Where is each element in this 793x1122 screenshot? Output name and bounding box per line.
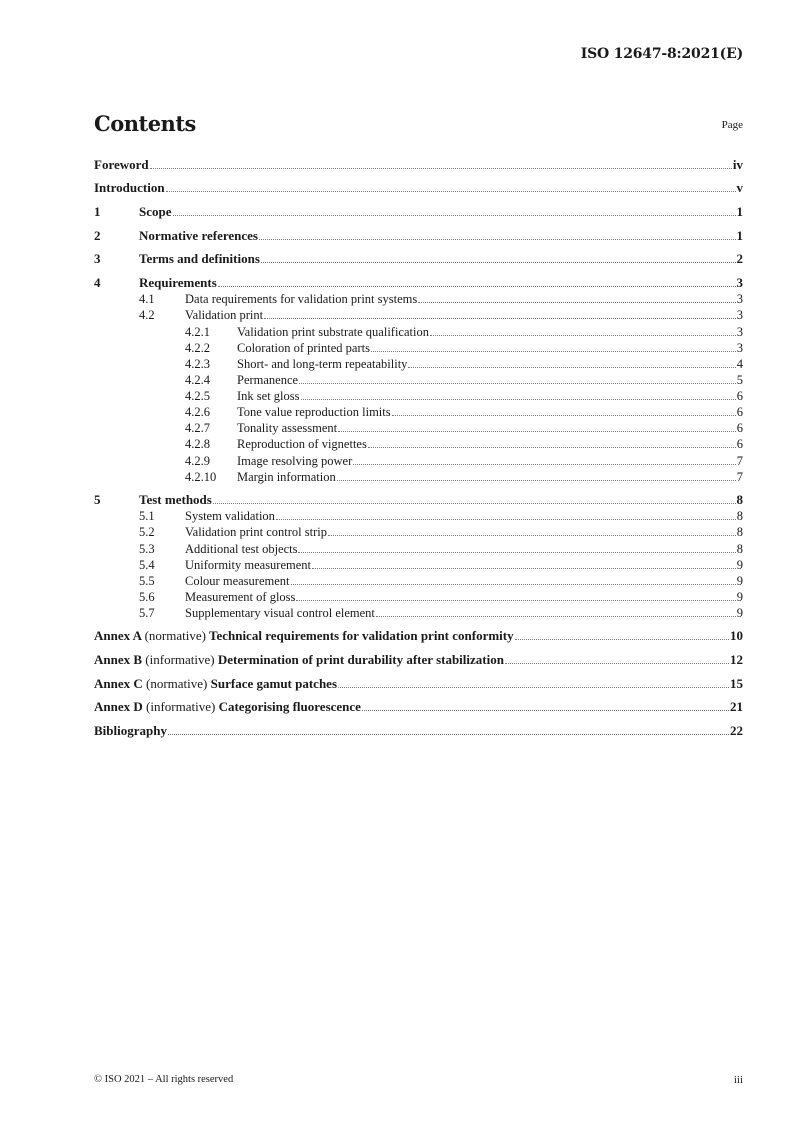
toc-entry-number: 4.2.4	[185, 373, 210, 387]
annex-title-group[interactable]	[94, 652, 504, 668]
toc-entry-title[interactable]: Ink set gloss	[237, 389, 300, 403]
toc-entry[interactable]	[94, 180, 743, 196]
dot-leader	[298, 551, 735, 553]
toc-entry-page: 21	[730, 699, 743, 714]
toc-entry-number: 5.1	[139, 509, 155, 523]
toc-entry-title[interactable]: Supplementary visual control element	[185, 606, 375, 620]
toc-entry-number: 5.4	[139, 558, 155, 572]
annex-label: Annex C	[94, 676, 143, 691]
toc-entry-page: 9	[736, 574, 743, 588]
dot-leader	[505, 662, 729, 664]
page-column-label: Page	[721, 119, 743, 131]
dot-leader	[430, 334, 736, 336]
dot-leader	[353, 463, 736, 465]
toc-entry-number: 5.3	[139, 542, 155, 556]
toc-entry[interactable]	[94, 388, 743, 404]
dot-leader	[150, 167, 732, 169]
toc-entry-page: 12	[730, 652, 743, 667]
toc-entry-title[interactable]: Bibliography	[94, 723, 167, 738]
toc-entry-title[interactable]: Colour measurement	[185, 574, 290, 588]
toc-entry-page: 1	[736, 228, 743, 243]
toc-entry-page: 6	[736, 405, 743, 419]
dot-leader	[337, 479, 736, 481]
toc-entry-title[interactable]: Scope	[139, 204, 172, 219]
toc-entry-title[interactable]: Validation print	[185, 308, 264, 322]
toc-entry[interactable]	[94, 307, 743, 323]
toc-entry-title[interactable]: Uniformity measurement	[185, 558, 312, 572]
toc-entry[interactable]	[94, 589, 743, 605]
toc-entry[interactable]	[94, 251, 743, 267]
toc-entry[interactable]	[94, 573, 743, 589]
toc-entry-title[interactable]: Requirements	[139, 275, 217, 290]
toc-entry[interactable]	[94, 204, 743, 220]
toc-annex-entry[interactable]	[94, 628, 743, 644]
toc-entry-title[interactable]: Image resolving power	[237, 454, 353, 468]
toc-entry-number: 4.2.6	[185, 405, 210, 419]
toc-entry-number: 1	[94, 204, 101, 219]
toc-entry-title[interactable]: Introduction	[94, 180, 165, 195]
annex-kind: (informative)	[146, 699, 216, 714]
annex-label: Annex A	[94, 628, 142, 643]
toc-entry-page: 22	[730, 723, 743, 738]
toc-entry[interactable]	[94, 453, 743, 469]
dot-leader	[299, 382, 736, 384]
toc-entry-title[interactable]: Tone value reproduction limits	[237, 405, 391, 419]
toc-entry-page: iv	[732, 157, 743, 172]
toc-entry-number: 4.2.3	[185, 357, 210, 371]
annex-title-group[interactable]	[94, 628, 514, 644]
toc-annex-entry[interactable]	[94, 652, 743, 668]
contents-title: Contents	[94, 111, 196, 136]
dot-leader	[291, 583, 736, 585]
dot-leader	[368, 446, 736, 448]
toc-entry-page: 6	[736, 389, 743, 403]
dot-leader	[218, 285, 736, 287]
toc-entry-number: 5	[94, 492, 101, 507]
toc-entry-title[interactable]: Terms and definitions	[139, 251, 260, 266]
toc-entry[interactable]	[94, 228, 743, 244]
toc-entry-number: 4.2.1	[185, 325, 210, 339]
dot-leader	[338, 686, 729, 688]
toc-entry-page: 1	[736, 204, 743, 219]
annex-title: Surface gamut patches	[210, 676, 338, 691]
toc-entry[interactable]	[94, 508, 743, 524]
toc-entry-number: 5.6	[139, 590, 155, 604]
dot-leader	[276, 518, 736, 520]
toc-entry-page: 7	[736, 470, 743, 484]
toc-entry-number: 4.1	[139, 292, 155, 306]
toc-annex-entry[interactable]	[94, 676, 743, 692]
toc-entry[interactable]	[94, 605, 743, 621]
copyright-footer: © ISO 2021 – All rights reserved	[94, 1074, 234, 1085]
toc-entry-page: 9	[736, 606, 743, 620]
toc-annex-entry[interactable]	[94, 699, 743, 715]
page-number: iii	[733, 1074, 743, 1086]
toc-entry-page: 9	[736, 558, 743, 572]
toc-entry[interactable]	[94, 340, 743, 356]
toc-entry-page: 6	[736, 421, 743, 435]
annex-title: Categorising fluorescence	[218, 699, 361, 714]
annex-title-group[interactable]	[94, 699, 361, 715]
toc-entry-number: 4.2	[139, 308, 155, 322]
toc-entry-number: 5.5	[139, 574, 155, 588]
toc-entry-number: 4.2.2	[185, 341, 210, 355]
toc-entry-title[interactable]: Data requirements for validation print systems	[185, 292, 418, 306]
toc-entry-title[interactable]: Permanence	[237, 373, 299, 387]
toc-entry-title[interactable]: Short- and long-term repeatability	[237, 357, 408, 371]
dot-leader	[264, 317, 736, 319]
toc-entry-title[interactable]: Test methods	[139, 492, 212, 507]
toc-entry[interactable]	[94, 524, 743, 540]
dot-leader	[296, 599, 735, 601]
dot-leader	[392, 414, 736, 416]
annex-title: Technical requirements for validation print conformity	[208, 628, 514, 643]
dot-leader	[371, 350, 736, 352]
annex-title: Determination of print durability after stabilization	[217, 652, 504, 667]
dot-leader	[515, 638, 729, 640]
toc-entry[interactable]	[94, 557, 743, 573]
toc-entry-page: 5	[736, 373, 743, 387]
toc-entry-number: 4.2.9	[185, 454, 210, 468]
annex-label: Annex B	[94, 652, 143, 667]
toc-entry[interactable]	[94, 324, 743, 340]
toc-entry-page: 6	[736, 437, 743, 451]
toc-entry-page: 15	[730, 676, 743, 691]
toc-entry-title[interactable]: Foreword	[94, 157, 149, 172]
dot-leader	[376, 615, 736, 617]
toc-entry[interactable]	[94, 291, 743, 307]
toc-entry-page: 3	[736, 292, 743, 306]
toc-entry[interactable]	[94, 541, 743, 557]
toc-bibliography-entry[interactable]	[94, 723, 743, 739]
annex-kind: (normative)	[144, 628, 206, 643]
toc-entry[interactable]	[94, 372, 743, 388]
toc-entry-number: 4.2.8	[185, 437, 210, 451]
toc-entry-number: 2	[94, 228, 101, 243]
toc-entry-title[interactable]: System validation	[185, 509, 275, 523]
toc-entry-page: v	[736, 180, 743, 195]
toc-entry-title[interactable]: Normative references	[139, 228, 258, 243]
toc-entry-page: 10	[730, 628, 743, 643]
toc-entry-number: 4.2.5	[185, 389, 210, 403]
toc-entry-page: 3	[736, 275, 743, 290]
toc-entry-page: 3	[736, 308, 743, 322]
toc-entry-number: 5.7	[139, 606, 155, 620]
toc-entry-title[interactable]: Validation print substrate qualification	[237, 325, 429, 339]
toc-entry-number: 4.2.7	[185, 421, 210, 435]
toc-entry-title[interactable]: Measurement of gloss	[185, 590, 296, 604]
toc-entry-page: 4	[736, 357, 743, 371]
toc-entry-title[interactable]: Margin information	[237, 470, 336, 484]
dot-leader	[213, 502, 736, 504]
toc-entry-page: 8	[736, 525, 743, 539]
toc-entry[interactable]	[94, 157, 743, 173]
dot-leader	[408, 366, 735, 368]
toc-entry[interactable]	[94, 436, 743, 452]
annex-title-group[interactable]	[94, 676, 337, 692]
toc-entry-page: 8	[736, 492, 743, 507]
toc-entry-number: 4.2.10	[185, 470, 217, 484]
toc-entry-title[interactable]: Additional test objects	[185, 542, 298, 556]
toc-entry-title[interactable]: Validation print control strip	[185, 525, 327, 539]
document-id-header: ISO 12647-8:2021(E)	[580, 46, 743, 62]
dot-leader	[418, 301, 736, 303]
toc-entry-page: 3	[736, 325, 743, 339]
toc-entry-title[interactable]: Tonality assessment	[237, 421, 338, 435]
toc-entry-page: 2	[736, 251, 743, 266]
dot-leader	[301, 398, 736, 400]
dot-leader	[338, 430, 736, 432]
toc-entry-number: 3	[94, 251, 101, 266]
toc-entry-number: 4	[94, 275, 101, 290]
annex-kind: (normative)	[146, 676, 208, 691]
toc-entry[interactable]	[94, 356, 743, 372]
toc-entry-page: 3	[736, 341, 743, 355]
toc-entry[interactable]	[94, 492, 743, 508]
toc-entry-page: 9	[736, 590, 743, 604]
toc-entry-page: 8	[736, 542, 743, 556]
toc-entry-number: 5.2	[139, 525, 155, 539]
dot-leader	[259, 238, 736, 240]
toc-entry-title[interactable]: Reproduction of vignettes	[237, 437, 367, 451]
dot-leader	[312, 567, 736, 569]
toc-entry-page: 7	[736, 454, 743, 468]
toc-entry[interactable]	[94, 469, 743, 485]
annex-label: Annex D	[94, 699, 143, 714]
toc-entry-title[interactable]: Coloration of printed parts	[237, 341, 370, 355]
toc-entry[interactable]	[94, 275, 743, 291]
toc-entry-page: 8	[736, 509, 743, 523]
toc-entry[interactable]	[94, 404, 743, 420]
dot-leader	[328, 534, 736, 536]
dot-leader	[166, 190, 736, 192]
dot-leader	[168, 733, 729, 735]
annex-kind: (informative)	[145, 652, 215, 667]
dot-leader	[261, 261, 736, 263]
dot-leader	[362, 709, 729, 711]
dot-leader	[173, 214, 736, 216]
toc-entry[interactable]	[94, 420, 743, 436]
